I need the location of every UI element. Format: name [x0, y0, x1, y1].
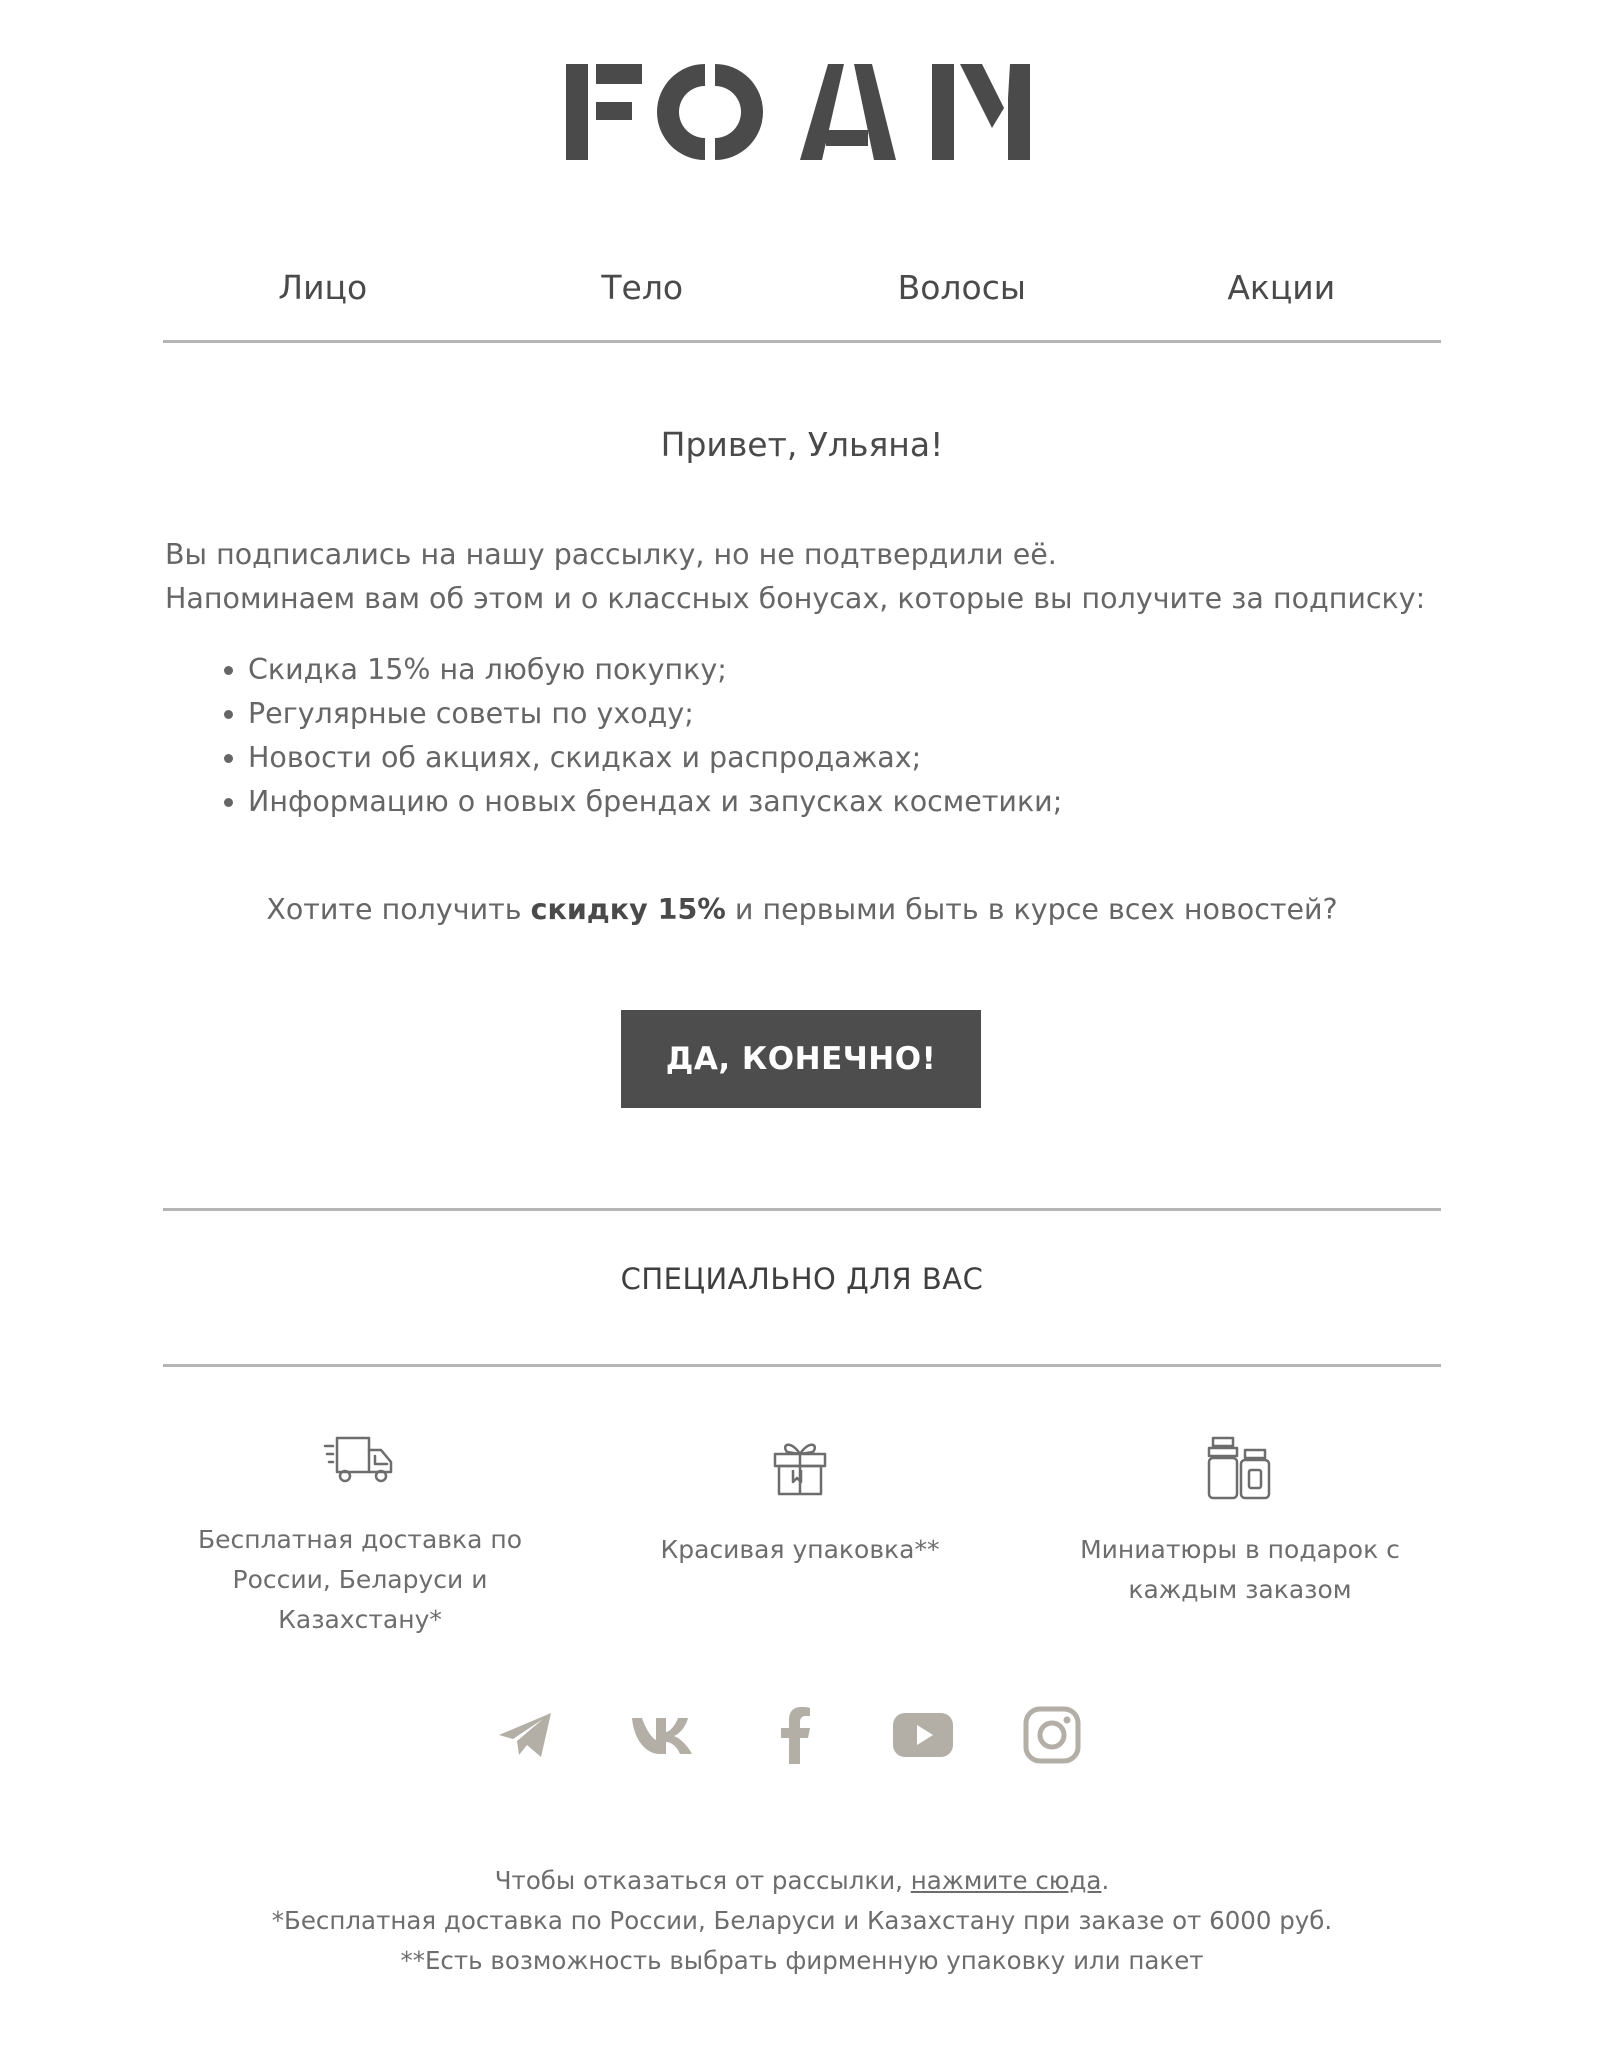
- list-item: • Скидка 15% на любую покупку;: [248, 648, 1062, 692]
- delivery-footnote: *Бесплатная доставка по России, Беларуси и Казахстану при заказе от 6000 руб.: [271, 1906, 1333, 1935]
- section-divider-top: [163, 1208, 1441, 1211]
- intro-line-1: Вы подписались на нашу рассылку, но не подтвердили её.: [165, 538, 1057, 571]
- gift-box-icon: [771, 1436, 829, 1498]
- confirm-subscription-button[interactable]: ДА, КОНЕЧНО!: [621, 1010, 981, 1108]
- feature-miniatures: [1060, 1436, 1420, 1610]
- list-item: • Регулярные советы по уходу;: [248, 692, 1062, 736]
- discount-question: [163, 893, 1441, 926]
- nav-item-body[interactable]: Тело: [601, 268, 684, 307]
- unsubscribe-link[interactable]: нажмите сюда: [910, 1866, 1102, 1895]
- nav-divider: [163, 340, 1441, 343]
- greeting-heading: Привет, Ульяна!: [660, 425, 944, 464]
- telegram-icon[interactable]: [490, 1700, 560, 1770]
- facebook-icon[interactable]: [760, 1700, 830, 1770]
- instagram-icon[interactable]: [1017, 1700, 1087, 1770]
- feature-delivery-line-1: Бесплатная доставка по: [197, 1525, 523, 1554]
- intro-line-2: Напоминаем вам об этом и о классных бонусах, которые вы получите за подписку:: [165, 582, 1426, 615]
- feature-miniatures-line-1: Миниатюры в подарок с: [1080, 1535, 1400, 1564]
- social-links: [490, 1700, 1120, 1770]
- list-item: • Информацию о новых брендах и запусках косметики;: [248, 780, 1062, 824]
- feature-delivery: [180, 1432, 540, 1640]
- nav-item-hair[interactable]: Волосы: [897, 268, 1026, 307]
- feature-gift: [620, 1436, 980, 1570]
- main-nav: [163, 250, 1441, 340]
- vk-icon[interactable]: [628, 1700, 698, 1770]
- delivery-truck-icon: [323, 1432, 397, 1490]
- question-before: Хотите получить: [266, 893, 531, 926]
- nav-item-face[interactable]: Лицо: [278, 268, 368, 307]
- packaging-footnote: **Есть возможность выбрать фирменную упаковку или пакет: [400, 1946, 1204, 1975]
- unsubscribe-line: [163, 1866, 1441, 1895]
- bonus-list: [218, 648, 1062, 824]
- special-heading: СПЕЦИАЛЬНО ДЛЯ ВАС: [620, 1262, 984, 1296]
- nav-item-sales[interactable]: Акции: [1227, 268, 1336, 307]
- list-item: • Новости об акциях, скидках и распродажах;: [248, 736, 1062, 780]
- feature-delivery-line-2: России, Беларуси и: [232, 1565, 488, 1594]
- unsubscribe-text: Чтобы отказаться от рассылки,: [494, 1866, 911, 1895]
- foam-logo[interactable]: [560, 58, 1036, 166]
- section-divider-bottom: [163, 1364, 1441, 1367]
- feature-gift-line-1: Красивая упаковка**: [660, 1535, 940, 1564]
- feature-delivery-line-3: Казахстану*: [278, 1605, 442, 1634]
- question-after: и первыми быть в курсе всех новостей?: [725, 893, 1338, 926]
- feature-miniatures-line-2: каждым заказом: [1128, 1575, 1352, 1604]
- youtube-icon[interactable]: [888, 1700, 958, 1770]
- unsubscribe-period: .: [1101, 1866, 1110, 1895]
- cosmetic-jars-icon: [1205, 1436, 1275, 1502]
- intro-text: [165, 533, 1455, 621]
- question-bold: скидку 15%: [530, 893, 726, 926]
